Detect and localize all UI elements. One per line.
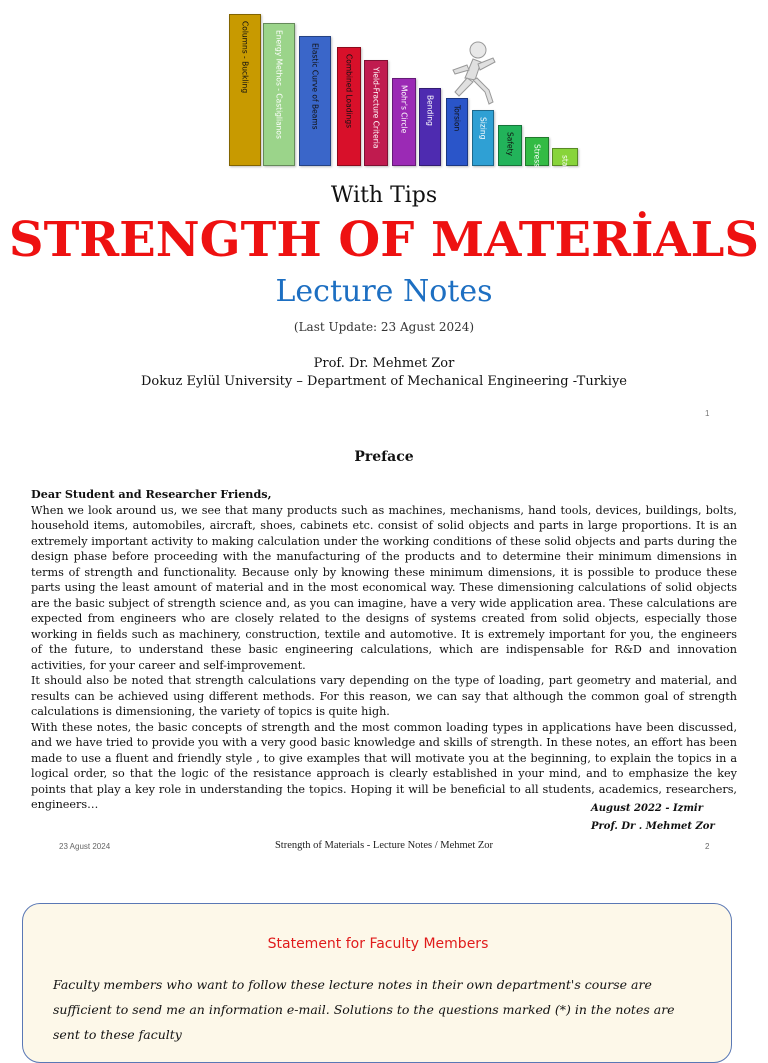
topic-bar bbox=[552, 148, 578, 180]
topic-bar-label: Combined Loadings bbox=[344, 54, 354, 128]
topic-bar bbox=[525, 137, 549, 166]
cover-title: STRENGTH OF MATERİALS bbox=[8, 212, 760, 268]
topic-bar bbox=[392, 78, 416, 166]
topic-bar-label: Sizing bbox=[478, 117, 488, 140]
footer-date: 23 Agust 2024 bbox=[59, 842, 111, 851]
signature-name: Prof. Dr . Mehmet Zor bbox=[591, 821, 715, 832]
topic-bar bbox=[263, 23, 295, 166]
last-update: (Last Update: 23 Agust 2024) bbox=[293, 320, 475, 334]
topic-bar bbox=[364, 60, 388, 166]
topic-bar bbox=[229, 14, 261, 166]
topic-bar-label: Bending bbox=[425, 95, 435, 126]
footer-title: Strength of Materials - Lecture Notes / Mehmet Zor bbox=[274, 840, 494, 851]
signature-date: August 2022 - Izmir bbox=[591, 803, 703, 814]
topic-bar-label: Stress bbox=[532, 144, 542, 168]
author-affiliation: Dokuz Eylül University – Department of Mechanical Engineering -Turkiye bbox=[140, 374, 627, 389]
topic-bar-label: Yield-Fracture Criteria bbox=[371, 67, 381, 149]
topic-bar bbox=[337, 47, 361, 166]
page-number-1: 1 bbox=[705, 409, 710, 418]
topic-bar bbox=[419, 88, 441, 166]
faculty-statement-box bbox=[22, 903, 732, 1063]
preface-title: Preface bbox=[354, 449, 414, 465]
preface-greeting: Dear Student and Researcher Friends, bbox=[31, 487, 272, 501]
topic-bar bbox=[498, 125, 522, 166]
preface-paragraph: With these notes, the basic concepts of strength and the most common loading types in applications have been discussed, and we have tried to provide you with a very good basic knowledge and skills of strength. In these notes, an effort has been made to use a fluent and friendly style , to give examples that will motivate you at the beginning, to explain the topics in a logical order, so that the logic of the resistance approach is clearly established in your mind, and to emphasize the key points that play a key role in understanding the topics. Hoping it will be beneficial to all students, academics, researchers, engineers… bbox=[31, 720, 737, 811]
cover-subtitle: Lecture Notes bbox=[275, 274, 493, 309]
climbing-person-icon bbox=[445, 40, 505, 110]
preface-paragraph: It should also be noted that strength calculations vary depending on the type of loading, part geometry and material, and results can be achieved using different methods. For this reason, we can say that although the common goal of strength calculations is dimensioning, the variety of topics is quite high. bbox=[31, 674, 737, 718]
preface-body bbox=[31, 487, 737, 813]
preface-paragraph: When we look around us, we see that many products such as machines, mechanisms, hand tools, devices, buildings, bolts, household items, automobiles, aircraft, shoes, cabinets etc. consist of solid objects and parts in large proportions. It is an extremely important activity to making calculation under the working conditions of these solid objects and parts during the design phase before proceeding with the manufacturing of the products and to determine their minimum dimensions in terms of strength and functionality. Because only by knowing these minimum dimensions, it is possible to produce these parts using the least amount of material and in the most economical way. These dimensioning calculations of solid objects are the basic subject of strength science and, as you can imagine, have a very wide application area. These calculations are expected from engineers who are closely related to the designs of systems created from solid objects, especially those working in fields such as machinery, construction, textile and automotive. It is extremely important for you, the engineers of the future, to understand these basic engineering calculations, which are indispensable for R&D and innovation activities, for your career and self-improvement. bbox=[31, 503, 737, 672]
page-number-2: 2 bbox=[705, 842, 710, 851]
topic-bar bbox=[299, 36, 331, 166]
topic-bar-label: Columns - Buckling bbox=[240, 21, 250, 94]
topic-bar-label: Torsion bbox=[452, 105, 462, 132]
faculty-statement-title: Statement for Faculty Members bbox=[267, 936, 489, 952]
topic-bar-label: Safety bbox=[505, 132, 515, 156]
topic-bar-label: statics bbox=[560, 155, 570, 180]
cover-figure bbox=[0, 0, 768, 180]
author-name: Prof. Dr. Mehmet Zor bbox=[313, 356, 455, 371]
topic-bar-label: Elastic Curve of Beams bbox=[310, 43, 320, 130]
topic-bar-label: Energy Methos - Castiglianos bbox=[274, 30, 284, 139]
cover-tagline: With Tips bbox=[330, 183, 438, 208]
topic-bar bbox=[472, 110, 494, 166]
faculty-statement-text: Faculty members who want to follow these lecture notes in their own department's course are sufficient to send me an information e-mail. Solutions to the questions marked (*) in the notes are sent to these faculty bbox=[53, 977, 675, 1042]
topic-bar-label: Mohr's Circle bbox=[399, 85, 409, 134]
